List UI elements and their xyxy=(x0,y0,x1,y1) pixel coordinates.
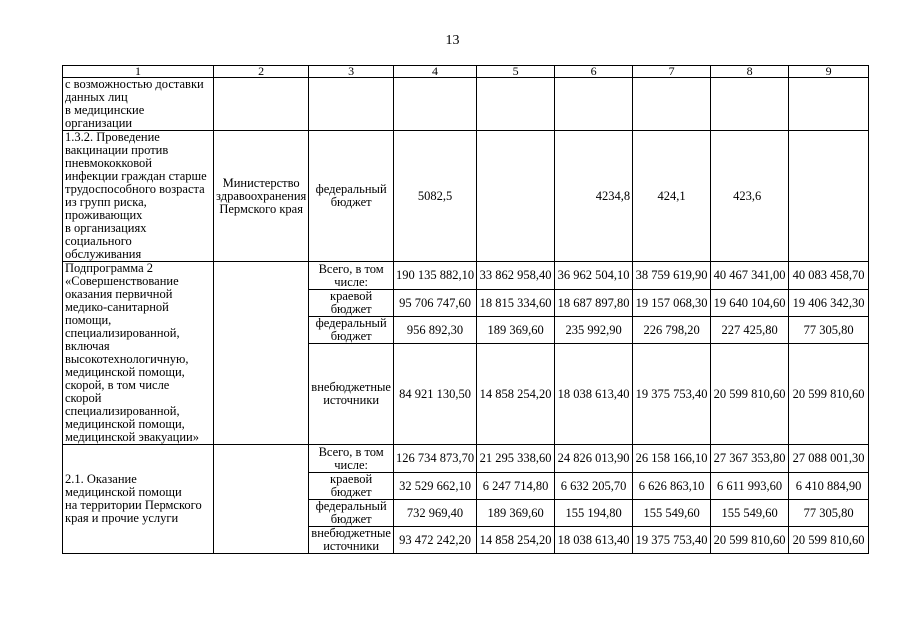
value-cell: 84 921 130,50 xyxy=(393,344,476,445)
value-cell: 20 599 810,60 xyxy=(789,344,869,445)
value-cell: 6 611 993,60 xyxy=(711,473,789,500)
source-cell: федеральный бюджет xyxy=(309,317,394,344)
value-cell: 18 815 334,60 xyxy=(477,290,555,317)
value-cell: 77 305,80 xyxy=(789,500,869,527)
value-cell: 38 759 619,90 xyxy=(633,262,711,290)
value-cell: 126 734 873,70 xyxy=(393,445,476,473)
executor-cell xyxy=(214,262,309,445)
value-cell: 6 632 205,70 xyxy=(555,473,633,500)
budget-table xyxy=(62,65,869,554)
header-cell: 1 xyxy=(63,66,214,78)
header-cell: 3 xyxy=(309,66,394,78)
value-cell xyxy=(789,78,869,131)
value-cell: 190 135 882,10 xyxy=(393,262,476,290)
page-number: 13 xyxy=(445,33,460,48)
value-cell: 24 826 013,90 xyxy=(555,445,633,473)
value-cell: 40 467 341,00 xyxy=(711,262,789,290)
value-cell: 18 038 613,40 xyxy=(555,344,633,445)
value-cell: 155 194,80 xyxy=(555,500,633,527)
value-cell: 19 157 068,30 xyxy=(633,290,711,317)
value-cell: 189 369,60 xyxy=(477,317,555,344)
header-cell: 6 xyxy=(555,66,633,78)
value-cell: 27 367 353,80 xyxy=(711,445,789,473)
value-cell: 155 549,60 xyxy=(633,500,711,527)
table-row xyxy=(63,131,869,262)
value-cell: 19 375 753,40 xyxy=(633,527,711,554)
value-cell: 93 472 242,20 xyxy=(393,527,476,554)
value-cell: 6 626 863,10 xyxy=(633,473,711,500)
header-cell: 9 xyxy=(789,66,869,78)
header-cell: 4 xyxy=(393,66,476,78)
value-cell: 6 247 714,80 xyxy=(477,473,555,500)
value-cell: 424,1 xyxy=(633,131,711,262)
value-cell: 19 640 104,60 xyxy=(711,290,789,317)
value-cell: 227 425,80 xyxy=(711,317,789,344)
value-cell: 226 798,20 xyxy=(633,317,711,344)
value-cell: 26 158 166,10 xyxy=(633,445,711,473)
value-cell xyxy=(477,78,555,131)
value-cell: 36 962 504,10 xyxy=(555,262,633,290)
value-cell xyxy=(393,78,476,131)
source-cell: Всего, в том числе: xyxy=(309,262,394,290)
value-cell: 5082,5 xyxy=(393,131,476,262)
activity-name: 2.1. Оказание медицинской помощи на территории Пермского края и прочие услуги xyxy=(63,445,214,554)
value-cell: 14 858 254,20 xyxy=(477,344,555,445)
table-row xyxy=(63,445,869,473)
value-cell: 95 706 747,60 xyxy=(393,290,476,317)
value-cell: 6 410 884,90 xyxy=(789,473,869,500)
value-cell: 20 599 810,60 xyxy=(711,527,789,554)
value-cell: 19 406 342,30 xyxy=(789,290,869,317)
value-cell xyxy=(711,78,789,131)
value-cell: 32 529 662,10 xyxy=(393,473,476,500)
activity-name: с возможностью доставки данных лиц в медицинские организации xyxy=(63,78,214,131)
value-cell: 33 862 958,40 xyxy=(477,262,555,290)
source-cell: внебюджетные источники xyxy=(309,344,394,445)
source-cell xyxy=(309,78,394,131)
source-cell: Всего, в том числе: xyxy=(309,445,394,473)
source-cell: внебюджетные источники xyxy=(309,527,394,554)
value-cell: 18 038 613,40 xyxy=(555,527,633,554)
table-row xyxy=(63,78,869,131)
value-cell xyxy=(555,78,633,131)
source-cell: краевой бюджет xyxy=(309,473,394,500)
value-cell: 423,6 xyxy=(711,131,789,262)
header-cell: 2 xyxy=(214,66,309,78)
value-cell: 77 305,80 xyxy=(789,317,869,344)
value-cell xyxy=(633,78,711,131)
value-cell: 21 295 338,60 xyxy=(477,445,555,473)
executor-cell: Министерство здравоохранения Пермского края xyxy=(214,131,309,262)
activity-name: 1.3.2. Проведение вакцинации против пневмококковой инфекции граждан старше трудоспособного возраста из групп риска, проживающих в организациях социального обслуживания xyxy=(63,131,214,262)
executor-cell xyxy=(214,78,309,131)
value-cell: 189 369,60 xyxy=(477,500,555,527)
header-cell: 7 xyxy=(633,66,711,78)
activity-name: Подпрограмма 2 «Совершенствование оказания первичной медико-санитарной помощи, специализированной, включая высокотехнологичную, медицинской помощи, скорой, в том числе скорой специализированной, медицинской помощи, медицинской эвакуации» xyxy=(63,262,214,445)
header-row xyxy=(63,66,869,78)
value-cell: 18 687 897,80 xyxy=(555,290,633,317)
value-cell: 20 599 810,60 xyxy=(789,527,869,554)
value-cell: 155 549,60 xyxy=(711,500,789,527)
value-cell: 14 858 254,20 xyxy=(477,527,555,554)
source-cell: краевой бюджет xyxy=(309,290,394,317)
source-cell: федеральный бюджет xyxy=(309,500,394,527)
value-cell: 20 599 810,60 xyxy=(711,344,789,445)
source-cell: федеральный бюджет xyxy=(309,131,394,262)
value-cell: 19 375 753,40 xyxy=(633,344,711,445)
value-cell xyxy=(477,131,555,262)
value-cell: 4234,8 xyxy=(555,131,633,262)
value-cell: 235 992,90 xyxy=(555,317,633,344)
table-row xyxy=(63,262,869,290)
executor-cell xyxy=(214,445,309,554)
value-cell: 732 969,40 xyxy=(393,500,476,527)
value-cell: 40 083 458,70 xyxy=(789,262,869,290)
header-cell: 5 xyxy=(477,66,555,78)
value-cell xyxy=(789,131,869,262)
value-cell: 956 892,30 xyxy=(393,317,476,344)
value-cell: 27 088 001,30 xyxy=(789,445,869,473)
header-cell: 8 xyxy=(711,66,789,78)
